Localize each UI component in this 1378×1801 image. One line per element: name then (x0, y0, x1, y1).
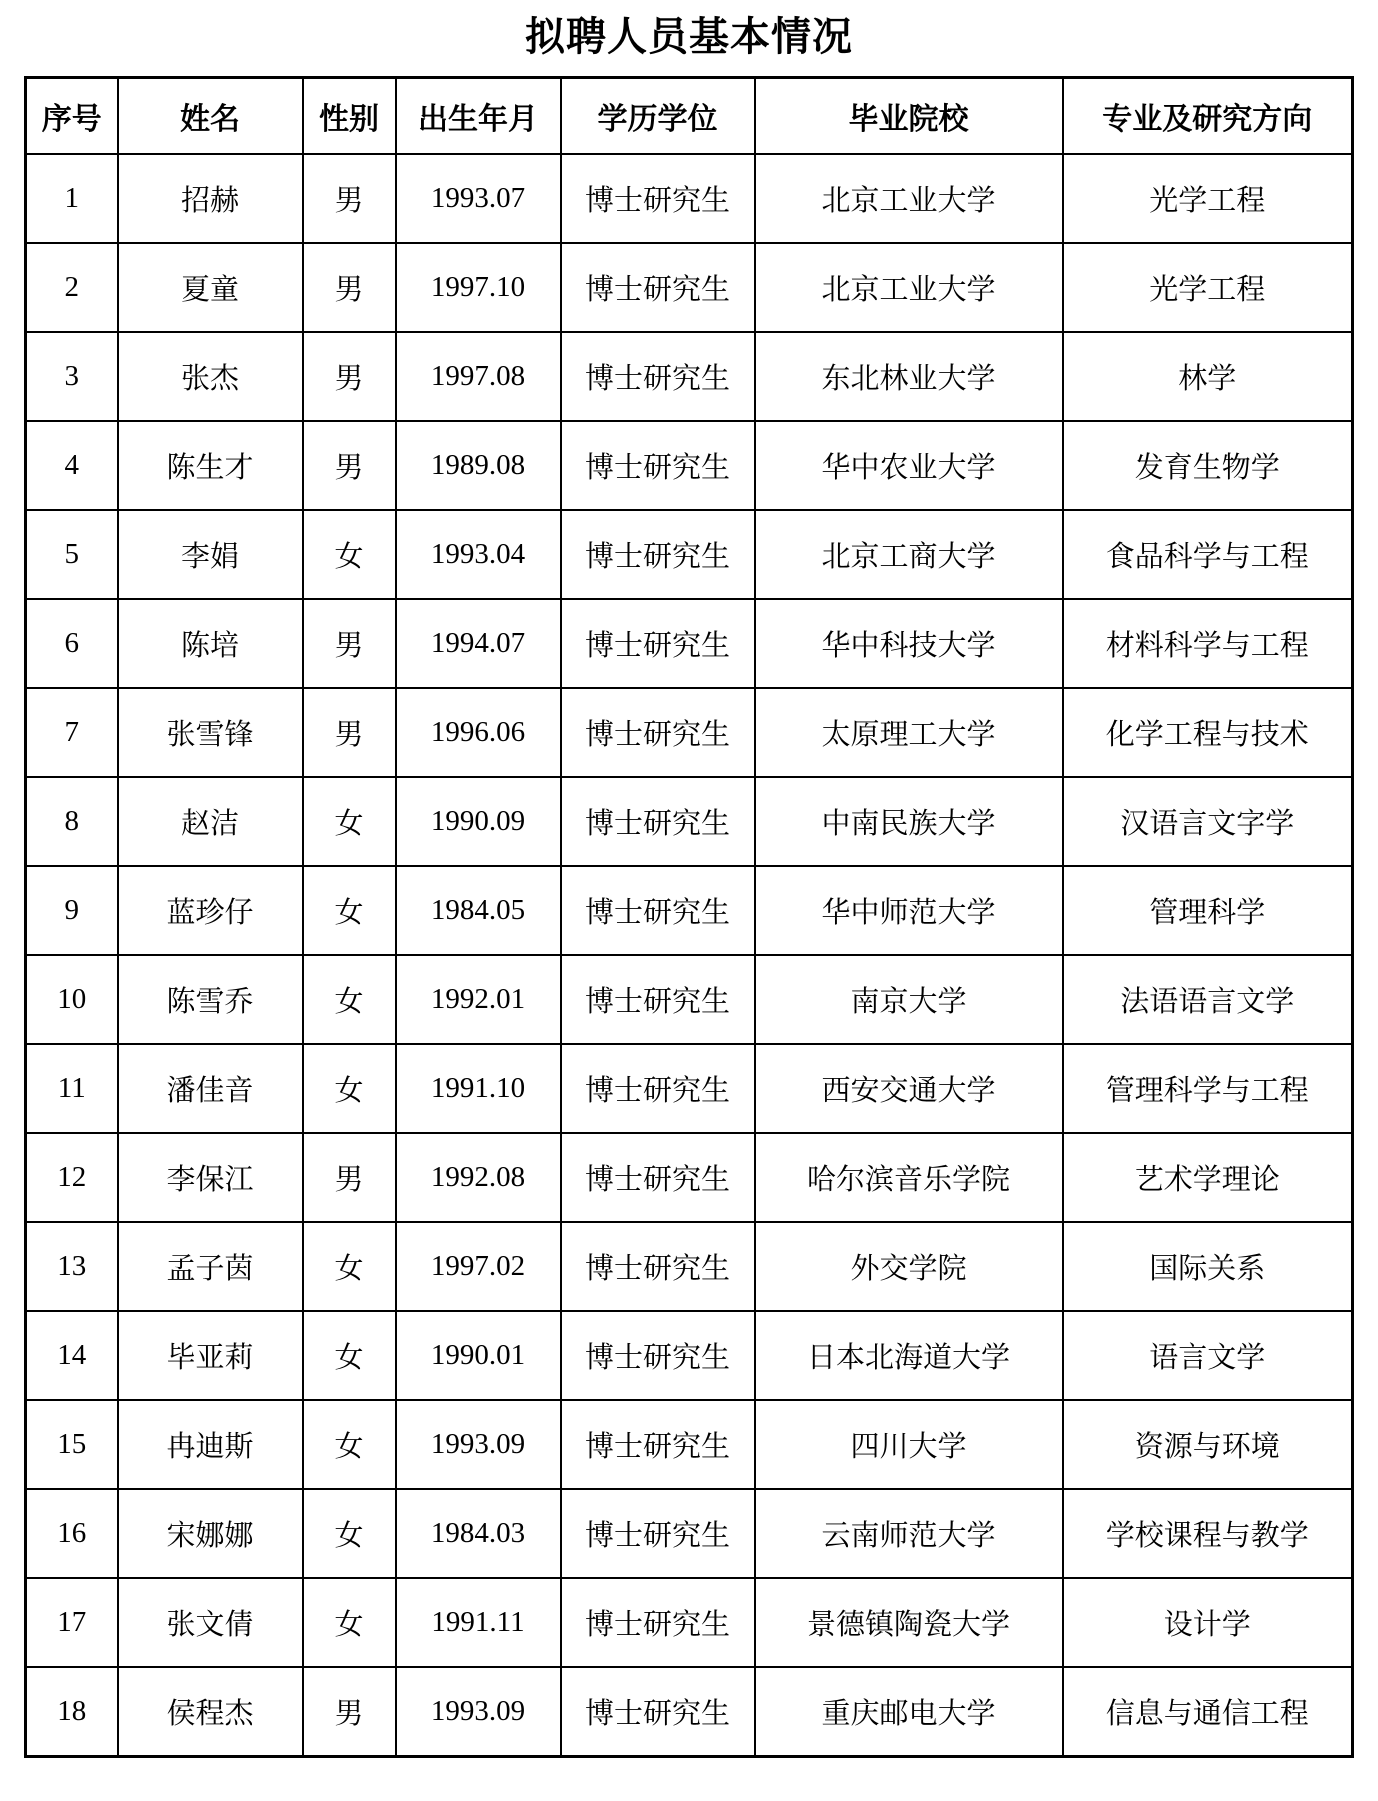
cell-name: 宋娜娜 (118, 1489, 303, 1578)
cell-no: 11 (26, 1044, 118, 1133)
table-row (26, 1044, 1353, 1133)
cell-no: 10 (26, 955, 118, 1044)
cell-no: 16 (26, 1489, 118, 1578)
table-row (26, 599, 1353, 688)
cell-no: 18 (26, 1667, 118, 1757)
cell-major: 信息与通信工程 (1063, 1667, 1353, 1757)
table-row (26, 688, 1353, 777)
table-row (26, 1311, 1353, 1400)
cell-name: 陈培 (118, 599, 303, 688)
cell-school: 景德镇陶瓷大学 (755, 1578, 1063, 1667)
cell-no: 6 (26, 599, 118, 688)
page-title: 拟聘人员基本情况 (525, 14, 853, 59)
cell-name: 招赫 (118, 154, 303, 243)
table-body (26, 154, 1353, 1757)
cell-gender: 男 (303, 154, 396, 243)
cell-gender: 男 (303, 599, 396, 688)
cell-school: 太原理工大学 (755, 688, 1063, 777)
cell-gender: 女 (303, 1311, 396, 1400)
cell-no: 7 (26, 688, 118, 777)
cell-school: 四川大学 (755, 1400, 1063, 1489)
cell-birth: 1997.02 (396, 1222, 561, 1311)
personnel-table (24, 76, 1354, 1758)
header-cell-major: 专业及研究方向 (1063, 78, 1353, 155)
table-row (26, 777, 1353, 866)
cell-school: 北京工业大学 (755, 154, 1063, 243)
cell-major: 管理科学 (1063, 866, 1353, 955)
cell-degree: 博士研究生 (561, 1400, 755, 1489)
cell-name: 张杰 (118, 332, 303, 421)
cell-degree: 博士研究生 (561, 599, 755, 688)
table-row (26, 1489, 1353, 1578)
header-cell-gender: 性别 (303, 78, 396, 155)
cell-school: 重庆邮电大学 (755, 1667, 1063, 1757)
cell-name: 李娟 (118, 510, 303, 599)
table-row (26, 1222, 1353, 1311)
cell-no: 3 (26, 332, 118, 421)
cell-name: 李保江 (118, 1133, 303, 1222)
cell-school: 华中农业大学 (755, 421, 1063, 510)
cell-gender: 女 (303, 1400, 396, 1489)
cell-no: 14 (26, 1311, 118, 1400)
table-row (26, 1578, 1353, 1667)
cell-birth: 1991.11 (396, 1578, 561, 1667)
cell-major: 国际关系 (1063, 1222, 1353, 1311)
cell-name: 侯程杰 (118, 1667, 303, 1757)
cell-no: 5 (26, 510, 118, 599)
cell-gender: 女 (303, 510, 396, 599)
cell-degree: 博士研究生 (561, 866, 755, 955)
cell-gender: 男 (303, 332, 396, 421)
cell-birth: 1992.01 (396, 955, 561, 1044)
cell-major: 学校课程与教学 (1063, 1489, 1353, 1578)
cell-major: 汉语言文字学 (1063, 777, 1353, 866)
cell-major: 食品科学与工程 (1063, 510, 1353, 599)
cell-school: 日本北海道大学 (755, 1311, 1063, 1400)
cell-major: 语言文学 (1063, 1311, 1353, 1400)
cell-birth: 1990.09 (396, 777, 561, 866)
cell-gender: 男 (303, 688, 396, 777)
cell-birth: 1993.09 (396, 1667, 561, 1757)
cell-name: 潘佳音 (118, 1044, 303, 1133)
cell-major: 法语语言文学 (1063, 955, 1353, 1044)
cell-degree: 博士研究生 (561, 955, 755, 1044)
cell-no: 2 (26, 243, 118, 332)
cell-name: 蓝珍仔 (118, 866, 303, 955)
cell-birth: 1990.01 (396, 1311, 561, 1400)
cell-no: 17 (26, 1578, 118, 1667)
cell-gender: 男 (303, 243, 396, 332)
cell-degree: 博士研究生 (561, 1578, 755, 1667)
cell-name: 夏童 (118, 243, 303, 332)
cell-major: 林学 (1063, 332, 1353, 421)
cell-gender: 男 (303, 1133, 396, 1222)
cell-name: 张文倩 (118, 1578, 303, 1667)
cell-birth: 1993.07 (396, 154, 561, 243)
cell-gender: 男 (303, 1667, 396, 1757)
cell-gender: 女 (303, 1044, 396, 1133)
cell-gender: 女 (303, 1222, 396, 1311)
table-row (26, 955, 1353, 1044)
cell-school: 云南师范大学 (755, 1489, 1063, 1578)
cell-school: 东北林业大学 (755, 332, 1063, 421)
table-row (26, 154, 1353, 243)
cell-name: 冉迪斯 (118, 1400, 303, 1489)
header-cell-school: 毕业院校 (755, 78, 1063, 155)
cell-school: 西安交通大学 (755, 1044, 1063, 1133)
header-cell-birth: 出生年月 (396, 78, 561, 155)
table-row (26, 332, 1353, 421)
cell-school: 外交学院 (755, 1222, 1063, 1311)
cell-birth: 1997.08 (396, 332, 561, 421)
cell-birth: 1984.05 (396, 866, 561, 955)
cell-birth: 1991.10 (396, 1044, 561, 1133)
header-row (26, 78, 1353, 155)
cell-birth: 1993.04 (396, 510, 561, 599)
cell-major: 设计学 (1063, 1578, 1353, 1667)
cell-birth: 1994.07 (396, 599, 561, 688)
cell-major: 管理科学与工程 (1063, 1044, 1353, 1133)
cell-birth: 1993.09 (396, 1400, 561, 1489)
cell-gender: 女 (303, 777, 396, 866)
cell-school: 北京工业大学 (755, 243, 1063, 332)
header-cell-no: 序号 (26, 78, 118, 155)
cell-school: 哈尔滨音乐学院 (755, 1133, 1063, 1222)
cell-school: 华中师范大学 (755, 866, 1063, 955)
table-row (26, 866, 1353, 955)
header-cell-degree: 学历学位 (561, 78, 755, 155)
cell-birth: 1996.06 (396, 688, 561, 777)
cell-gender: 女 (303, 866, 396, 955)
cell-degree: 博士研究生 (561, 1044, 755, 1133)
cell-degree: 博士研究生 (561, 1222, 755, 1311)
cell-gender: 女 (303, 1489, 396, 1578)
cell-major: 光学工程 (1063, 243, 1353, 332)
header-cell-name: 姓名 (118, 78, 303, 155)
cell-school: 华中科技大学 (755, 599, 1063, 688)
cell-degree: 博士研究生 (561, 1667, 755, 1757)
cell-no: 1 (26, 154, 118, 243)
table-row (26, 243, 1353, 332)
cell-birth: 1989.08 (396, 421, 561, 510)
cell-degree: 博士研究生 (561, 1311, 755, 1400)
table-row (26, 1133, 1353, 1222)
cell-gender: 女 (303, 955, 396, 1044)
cell-degree: 博士研究生 (561, 777, 755, 866)
cell-major: 资源与环境 (1063, 1400, 1353, 1489)
cell-degree: 博士研究生 (561, 510, 755, 599)
cell-name: 张雪锋 (118, 688, 303, 777)
cell-school: 中南民族大学 (755, 777, 1063, 866)
cell-major: 发育生物学 (1063, 421, 1353, 510)
cell-no: 8 (26, 777, 118, 866)
cell-major: 化学工程与技术 (1063, 688, 1353, 777)
cell-no: 9 (26, 866, 118, 955)
cell-no: 4 (26, 421, 118, 510)
cell-degree: 博士研究生 (561, 154, 755, 243)
cell-birth: 1997.10 (396, 243, 561, 332)
cell-school: 南京大学 (755, 955, 1063, 1044)
cell-major: 光学工程 (1063, 154, 1353, 243)
cell-degree: 博士研究生 (561, 243, 755, 332)
cell-school: 北京工商大学 (755, 510, 1063, 599)
cell-birth: 1984.03 (396, 1489, 561, 1578)
cell-degree: 博士研究生 (561, 1489, 755, 1578)
cell-gender: 女 (303, 1578, 396, 1667)
cell-degree: 博士研究生 (561, 688, 755, 777)
cell-name: 陈生才 (118, 421, 303, 510)
table-row (26, 1400, 1353, 1489)
cell-name: 毕亚莉 (118, 1311, 303, 1400)
cell-degree: 博士研究生 (561, 1133, 755, 1222)
cell-no: 15 (26, 1400, 118, 1489)
cell-name: 赵洁 (118, 777, 303, 866)
cell-no: 12 (26, 1133, 118, 1222)
cell-major: 材料科学与工程 (1063, 599, 1353, 688)
cell-gender: 男 (303, 421, 396, 510)
cell-name: 孟子茵 (118, 1222, 303, 1311)
cell-degree: 博士研究生 (561, 421, 755, 510)
cell-birth: 1992.08 (396, 1133, 561, 1222)
table-row (26, 510, 1353, 599)
table-row (26, 421, 1353, 510)
cell-degree: 博士研究生 (561, 332, 755, 421)
cell-no: 13 (26, 1222, 118, 1311)
cell-major: 艺术学理论 (1063, 1133, 1353, 1222)
table-row (26, 1667, 1353, 1757)
cell-name: 陈雪乔 (118, 955, 303, 1044)
